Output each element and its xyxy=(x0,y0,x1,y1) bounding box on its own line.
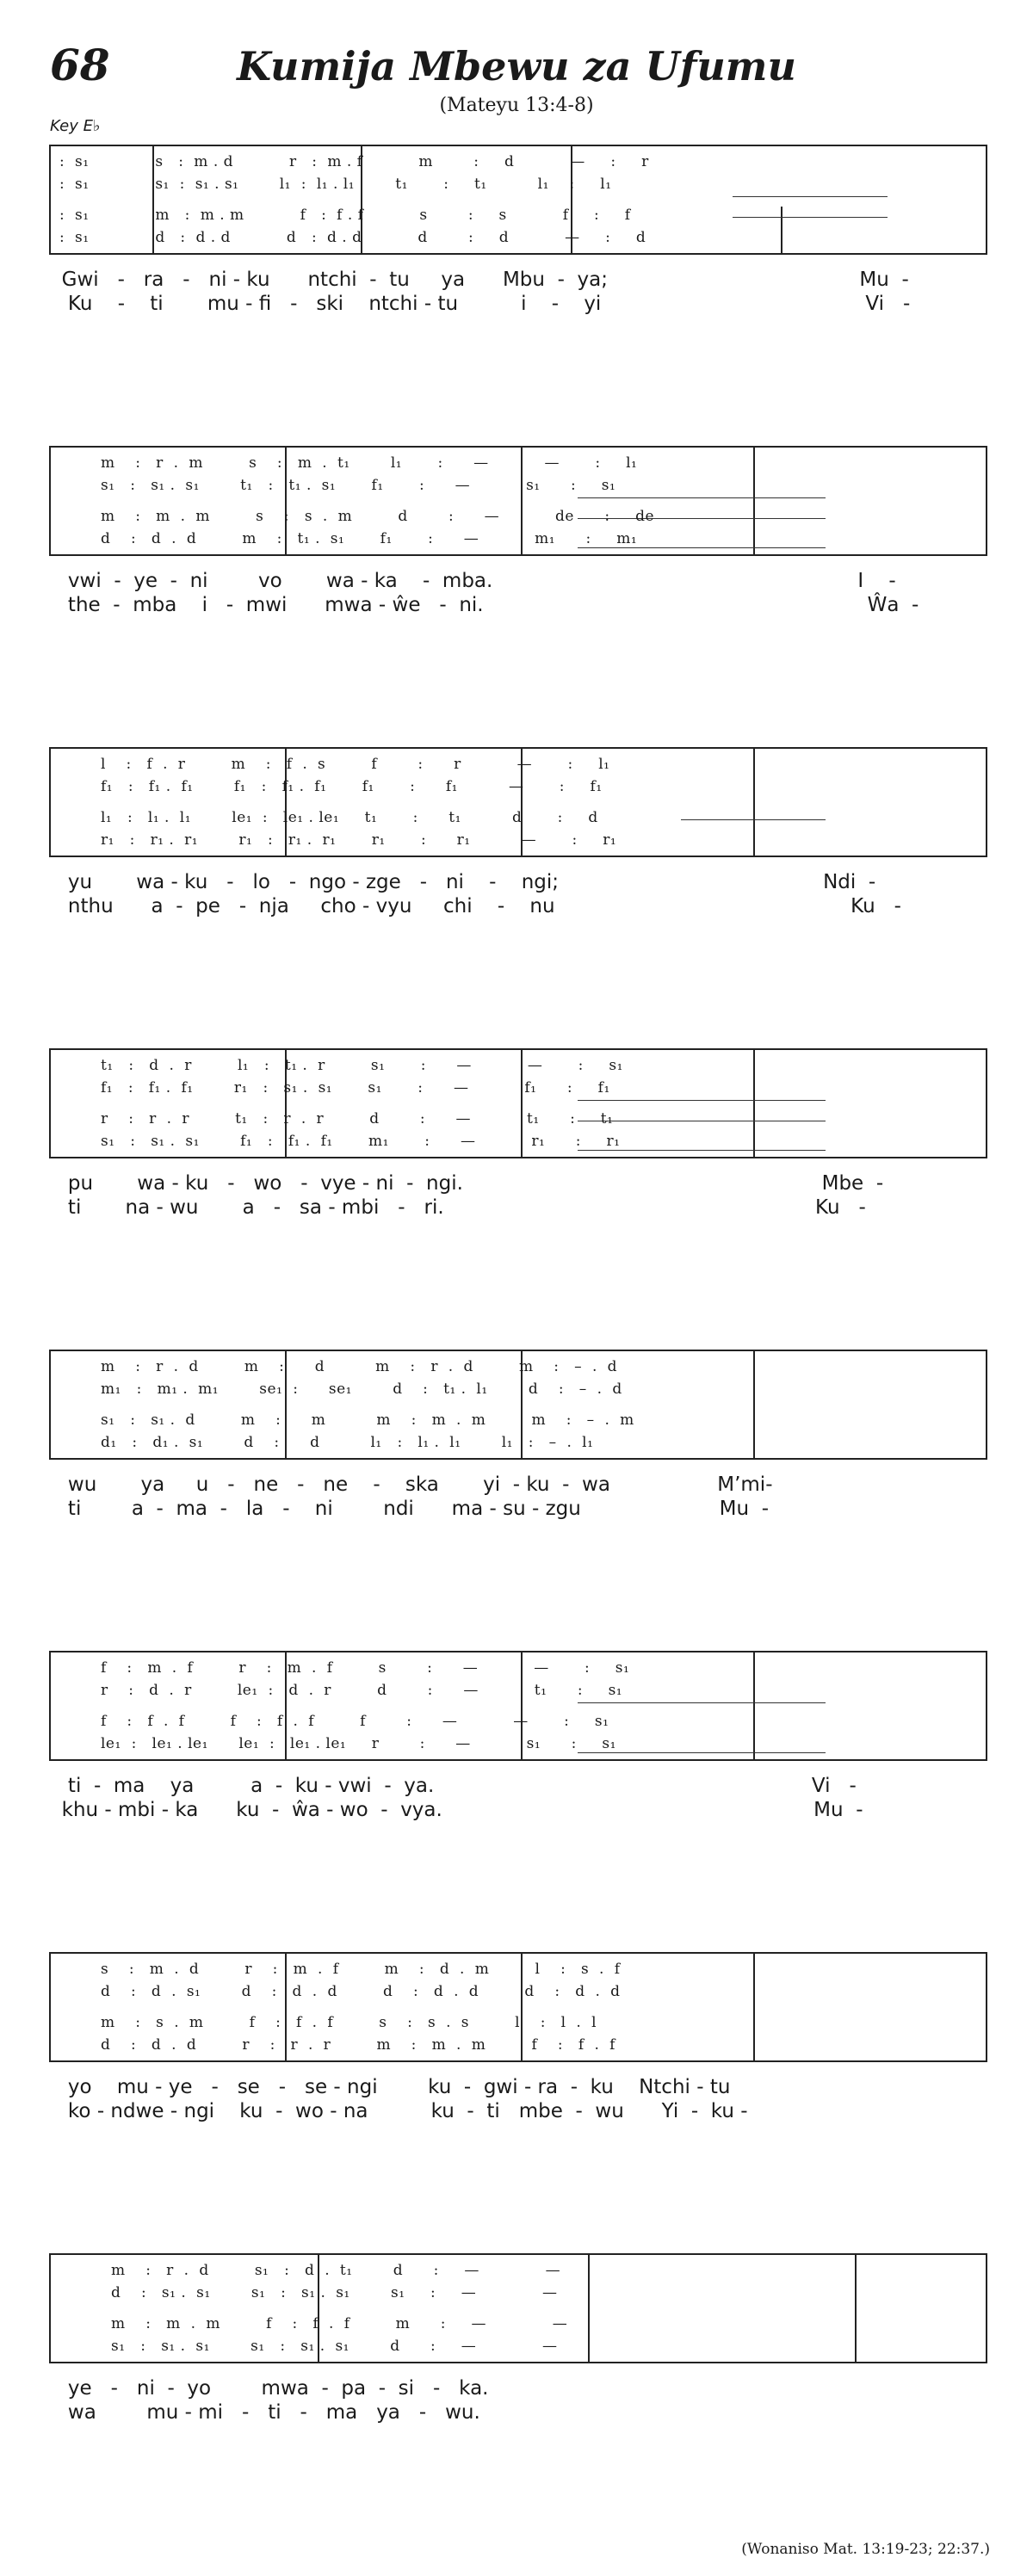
lyrics-verse-2: ko - ndwe - ngi ku - wo - na ku - ti mbe - wu Yi - ku - xyxy=(49,2100,748,2122)
staff-box xyxy=(49,145,987,255)
tenor-part: s₁ : s₁ . d m : m m : m . m m : – . m xyxy=(101,1412,634,1429)
hymn-title: Kumija Mbewu za Ufumu xyxy=(237,43,796,90)
lyrics-verse-2: khu - mbi - ka ku - ŵa - wo - vya. Mu - xyxy=(49,1799,863,1821)
tie-line xyxy=(733,217,888,218)
tie-line xyxy=(578,1100,826,1101)
soprano-part: l : f . r m : f . s f : r — : l₁ xyxy=(101,756,610,773)
tenor-part: f : f . f f : f . f f : — — : s₁ xyxy=(101,1713,609,1730)
bass-part: d₁ : d₁ . s₁ d : d l₁ : l₁ . l₁ l₁ : – . l₁ xyxy=(101,1434,594,1451)
tie-line xyxy=(578,1150,826,1151)
barline xyxy=(753,1652,755,1759)
alto-part: r : d . r le₁ : d . r d : — t₁ : s₁ xyxy=(101,1682,623,1699)
lyrics-verse-1: ye - ni - yo mwa - pa - si - ka. xyxy=(49,2377,489,2400)
cross-reference-footnote: (Wonaniso Mat. 13:19-23; 22:37.) xyxy=(741,2541,990,2558)
alto-part: s₁ : s₁ . s₁ t₁ : t₁ . s₁ f₁ : — s₁ : s₁ xyxy=(101,477,616,494)
barline xyxy=(588,2255,590,2362)
soprano-part: m : r . d s₁ : d . t₁ d : — — xyxy=(111,2262,561,2279)
soprano-part: s : m . d r : m . f m : d . m l : s . f xyxy=(101,1961,621,1978)
barline xyxy=(753,749,755,856)
tie-line xyxy=(733,196,888,197)
tenor-part: : s₁ m : m . m f : f . f s : s f : f xyxy=(59,207,631,224)
soprano-part: t₁ : d . r l₁ : t₁ . r s₁ : — — : s₁ xyxy=(101,1057,623,1074)
lyrics-verse-2: wa mu - mi - ti - ma ya - wu. xyxy=(49,2401,480,2424)
lyrics-verse-2: ti na - wu a - sa - mbi - ri. Ku - xyxy=(49,1196,866,1219)
key-signature: Key E♭ xyxy=(50,117,101,135)
alto-part: d : d . s₁ d : d . d d : d . d d : d . d xyxy=(101,1983,621,2000)
alto-part: f₁ : f₁ . f₁ f₁ : f₁ . f₁ f₁ : f₁ — : f₁ xyxy=(101,778,603,795)
soprano-part: m : r . m s : m . t₁ l₁ : — — : l₁ xyxy=(101,454,638,472)
bass-part: s₁ : s₁ . s₁ f₁ : f₁ . f₁ m₁ : — r₁ : r₁ xyxy=(101,1133,621,1150)
tie-line xyxy=(578,497,826,498)
bass-part: r₁ : r₁ . r₁ r₁ : r₁ . r₁ r₁ : r₁ — : r₁ xyxy=(101,831,617,849)
tenor-part: l₁ : l₁ . l₁ le₁ : le₁ . le₁ t₁ : t₁ d : d xyxy=(101,809,598,826)
staff-box xyxy=(49,1651,987,1761)
tie-line xyxy=(578,547,826,548)
staff-box xyxy=(49,747,987,857)
lyrics-verse-2: ti a - ma - la - ni ndi ma - su - zgu Mu - xyxy=(49,1498,770,1520)
hymn-number: 68 xyxy=(50,40,110,90)
tenor-part: m : m . m s : s . m d : — de : de xyxy=(101,508,655,525)
lyrics-verse-1: Gwi - ra - ni - ku ntchi - tu ya Mbu - ya; Mu - xyxy=(49,269,909,291)
bass-part: : s₁ d : d . d d : d . d d : d — : d xyxy=(59,229,646,246)
alto-part: : s₁ s₁ : s₁ . s₁ l₁ : l₁ . l₁ t₁ : t₁ l₁ : l₁ xyxy=(59,176,612,193)
soprano-part: m : r . d m : d m : r . d m : – . d xyxy=(101,1358,618,1375)
bass-part: d : d . d m : t₁ . s₁ f₁ : — m₁ : m₁ xyxy=(101,530,638,547)
barline xyxy=(753,1050,755,1157)
lyrics-verse-1: pu wa - ku - wo - vye - ni - ngi. Mbe - xyxy=(49,1172,884,1195)
staff-box xyxy=(49,1048,987,1158)
staff-box xyxy=(49,1350,987,1460)
staff-box xyxy=(49,1952,987,2062)
staff-box xyxy=(49,2253,987,2363)
staff-box xyxy=(49,446,987,556)
tie-line xyxy=(578,1702,826,1703)
alto-part: d : s₁ . s₁ s₁ : s₁ . s₁ s₁ : — — xyxy=(111,2284,558,2301)
barline xyxy=(781,207,782,253)
scripture-reference: (Mateyu 13:4-8) xyxy=(439,95,594,116)
tie-line xyxy=(681,819,826,820)
lyrics-verse-1: yo mu - ye - se - se - ngi ku - gwi - ra - ku Ntchi - tu xyxy=(49,2076,731,2098)
soprano-part: f : m . f r : m . f s : — — : s₁ xyxy=(101,1659,630,1677)
lyrics-verse-1: wu ya u - ne - ne - ska yi - ku - wa M’mi- xyxy=(49,1473,773,1496)
lyrics-verse-2: Ku - ti mu - fi - ski ntchi - tu i - yi Vi - xyxy=(49,293,911,315)
tie-line xyxy=(578,1752,826,1753)
bass-part: s₁ : s₁ . s₁ s₁ : s₁ . s₁ d : — — xyxy=(111,2338,558,2355)
bass-part: le₁ : le₁ . le₁ le₁ : le₁ . le₁ r : — s₁ : s₁ xyxy=(101,1735,616,1752)
lyrics-verse-2: the - mba i - mwi mwa - ŵe - ni. Ŵa - xyxy=(49,594,919,616)
lyrics-verse-1: ti - ma ya a - ku - vwi - ya. Vi - xyxy=(49,1775,857,1797)
barline xyxy=(753,1954,755,2060)
tenor-part: r : r . r t₁ : r . r d : — t₁ : t₁ xyxy=(101,1110,614,1127)
lyrics-verse-1: vwi - ye - ni vo wa - ka - mba. I - xyxy=(49,570,896,592)
tenor-part: m : m . m f : f . f m : — — xyxy=(111,2315,568,2332)
barline xyxy=(753,448,755,554)
bass-part: d : d . d r : r . r m : m . m f : f . f xyxy=(101,2036,615,2054)
tenor-part: m : s . m f : f . f s : s . s l : l . l xyxy=(101,2014,597,2031)
lyrics-verse-1: yu wa - ku - lo - ngo - zge - ni - ngi; Ndi - xyxy=(49,871,876,893)
alto-part: m₁ : m₁ . m₁ se₁ : se₁ d : t₁ . l₁ d : – . d xyxy=(101,1381,622,1398)
barline xyxy=(753,1351,755,1458)
barline xyxy=(855,2255,857,2362)
lyrics-verse-2: nthu a - pe - nja cho - vyu chi - nu Ku - xyxy=(49,895,901,917)
alto-part: f₁ : f₁ . f₁ r₁ : s₁ . s₁ s₁ : — f₁ : f₁ xyxy=(101,1079,610,1096)
soprano-part: : s₁ s : m . d r : m . f m : d — : r xyxy=(59,153,649,170)
